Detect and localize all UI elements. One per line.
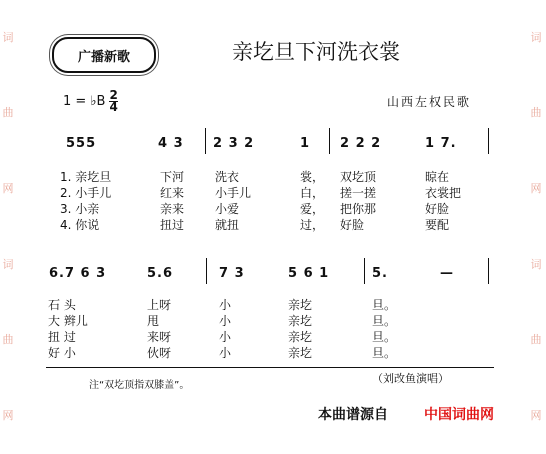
lyric-syllable: 下河	[160, 170, 185, 184]
bar-line	[364, 258, 365, 284]
note-group: 5.6	[147, 266, 174, 281]
lyric-syllable: 红来	[160, 186, 185, 200]
lyric-syllable: 石 头	[48, 298, 76, 312]
bar-line	[488, 258, 489, 284]
lyric-syllable: 小手儿	[215, 186, 252, 200]
lyric-syllable: 双圪顶	[340, 170, 377, 184]
lyric-syllable: 裳，	[300, 170, 325, 184]
lyric-syllable: 把你那	[340, 202, 377, 216]
bar-line	[488, 128, 489, 154]
note-group: —	[440, 266, 454, 281]
note-group: 5 6 1	[288, 266, 330, 281]
key-signature	[63, 90, 118, 113]
lyric-syllable: 亲圪	[288, 298, 313, 312]
lyric-syllable: 好脸	[340, 218, 365, 232]
broadcast-badge: 广播新歌	[52, 37, 156, 73]
note-group: 4 3	[158, 136, 184, 151]
source-credit: 本曲谱源自	[318, 407, 388, 423]
note-group: 7 3	[219, 266, 245, 281]
lyric-syllable: 洗衣	[215, 170, 240, 184]
lyric-syllable: 来呀	[147, 330, 172, 344]
lyric-syllable: 小	[219, 314, 232, 328]
lyric-syllable: 伙呀	[147, 346, 172, 360]
lyric-syllable: 扭 过	[48, 330, 76, 344]
lyric-syllable: 搓一搓	[340, 186, 377, 200]
lyric-syllable: 好 小	[48, 346, 76, 360]
lyric-syllable: 旦。	[372, 346, 397, 360]
lyric-syllable: 扭过	[160, 218, 185, 232]
watermark-right: 词 曲 网 词 曲 网	[530, 30, 542, 423]
lyric-syllable: 小	[219, 346, 232, 360]
lyric-syllable: 晾在	[425, 170, 450, 184]
lyric-syllable: 要配	[425, 218, 450, 232]
lyric-syllable: 小	[219, 298, 232, 312]
note-group: 2 3 2	[213, 136, 255, 151]
note-group: 555	[66, 136, 97, 151]
time-signature: $\frac{2}{4}$	[109, 88, 118, 114]
note-group: 1	[300, 136, 311, 151]
note-group: 6.7 6 3	[49, 266, 107, 281]
lyric-syllable: 上呀	[147, 298, 172, 312]
lyric-syllable: 大 辫儿	[48, 314, 88, 328]
lyric-syllable: 3. 小亲	[60, 202, 100, 216]
lyric-syllable: 亲圪	[288, 346, 313, 360]
lyric-syllable: 旦。	[372, 298, 397, 312]
bar-line	[205, 128, 206, 154]
song-title: 亲圪旦下河洗衣裳	[232, 40, 400, 64]
site-name: 中国词曲网	[424, 407, 494, 423]
note-group: 1 7.	[425, 136, 457, 151]
lyric-syllable: 白，	[300, 186, 325, 200]
lyric-syllable: 小	[219, 330, 232, 344]
bar-line	[206, 258, 207, 284]
lyric-syllable: 4. 你说	[60, 218, 100, 232]
lyric-syllable: 就扭	[215, 218, 240, 232]
lyric-syllable: 小爱	[215, 202, 240, 216]
lyric-syllable: 亲来	[160, 202, 185, 216]
lyric-syllable: 1. 亲圪旦	[60, 170, 112, 184]
note-group: 5.	[372, 266, 388, 281]
lyric-syllable: 爱，	[300, 202, 325, 216]
lyric-syllable: 旦。	[372, 314, 397, 328]
song-origin: 山西左权民歌	[387, 95, 472, 109]
separator	[46, 367, 494, 368]
watermark-left: 词 曲 网 词 曲 网	[2, 30, 14, 423]
bar-line	[329, 128, 330, 154]
lyric-syllable: 亲圪	[288, 330, 313, 344]
lyric-syllable: 甩	[147, 314, 160, 328]
lyric-syllable: 过，	[300, 218, 325, 232]
lyric-syllable: 2. 小手儿	[60, 186, 112, 200]
lyric-syllable: 旦。	[372, 330, 397, 344]
note-group: 2 2 2	[340, 136, 382, 151]
lyric-syllable: 亲圪	[288, 314, 313, 328]
lyric-syllable: 好脸	[425, 202, 450, 216]
performer: （刘改鱼演唱）	[372, 372, 449, 385]
key-text: 1 = ♭B	[63, 94, 106, 109]
footnote: 注“双圪顶指双膝盖”。	[89, 380, 190, 391]
lyric-syllable: 衣裳把	[425, 186, 462, 200]
